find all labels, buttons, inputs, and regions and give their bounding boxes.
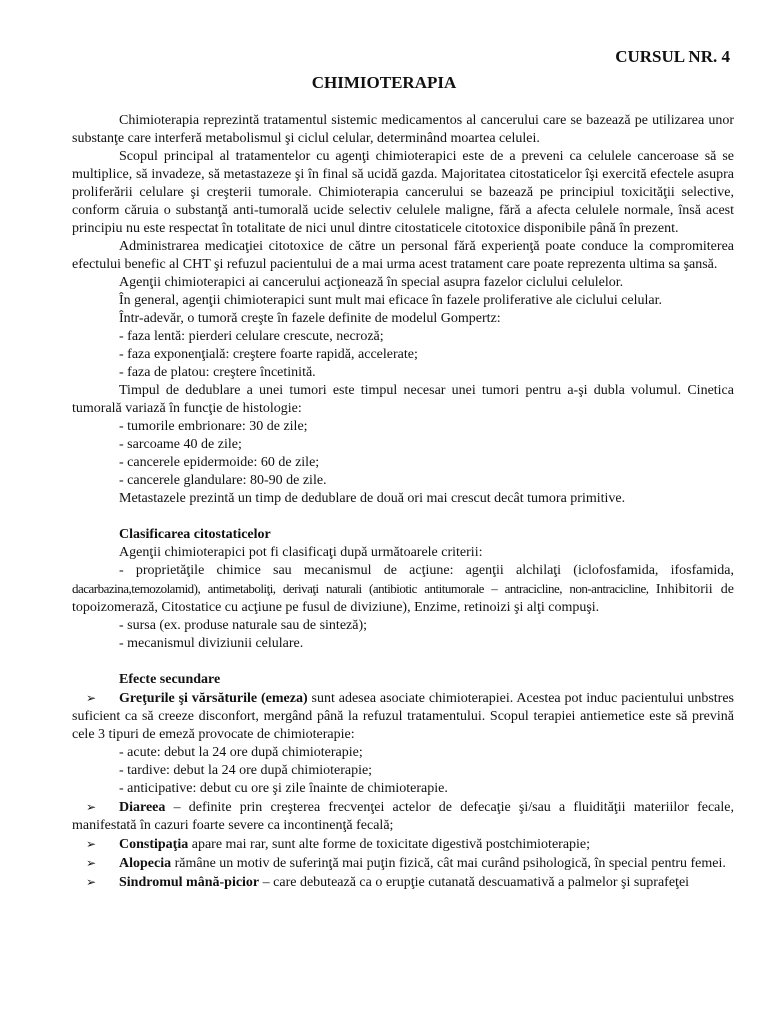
arrow-bullet-icon: ➢ [86,856,97,870]
kinetics-item: - cancerele epidermoide: 60 de zile; [119,455,320,470]
course-number: CURSUL NR. 4 [615,47,730,66]
emesis-type-item: - tardive: debut la 24 ore după chimioterapie; [119,763,373,778]
nausea-text: sunt adesea asociate chimioterapiei. Acestea pot induc pacientului unbstres suficient ca să creeze disconfort, mergând până la refuzul tratamentului. Scopul terapiei antiemetice este să prevină cele 3 tipuri de emeză provocate de chimioterapie: [72,691,734,742]
arrow-bullet-icon: ➢ [86,875,97,889]
phase-item: - faza de platou: creştere încetinită. [119,365,316,380]
side-effect-alopecia [72,854,734,873]
diarrhea-term: Diareea [119,800,166,815]
intro-paragraph-7: Timpul de dedublare a unei tumori este timpul necesar unei tumori pentru a-şi dubla volumul. Cinetica tumorală variază în funcţie de histologie: [72,383,734,416]
intro-paragraph-8: Metastazele prezintă un timp de dedublare de două ori mai crescut decât tumora primitive. [119,491,626,506]
classification-criterion-2: - sursa (ex. produse naturale sau de sinteză); [119,618,368,633]
criterion-1-part-c: Inhibitorii de topoizomerază, Citostatice cu acţiune pe fusul de diviziune), Enzime, retinoizi şi alţi compuşi. [72,582,734,615]
alopecia-text: rămâne un motiv de suferinţă mai puţin fizică, cât mai curând psihologică, în special pentru femei. [171,856,726,871]
intro-paragraph-3: Administrarea medicaţiei citotoxice de către un personal fără experienţă poate conduce la compromiterea efectului benefic al CHT şi refuzul pacientului de a mai urma acest tratament care poate reprezenta ultima sa şansă. [72,239,734,272]
nausea-term: Greţurile şi vărsăturile (emeza) [119,691,308,706]
side-effect-diarrhea [72,798,734,835]
side-effect-hand-foot [72,873,734,892]
hand-foot-text: – care debutează ca o erupţie cutanată descuamativă a palmelor şi suprafeţei [259,875,690,890]
intro-paragraph-4: Agenţii chimioterapici ai cancerului acţionează în special asupra fazelor ciclului celulelor. [119,275,624,290]
page-title: CHIMIOTERAPIA [311,73,457,92]
side-effect-constipation [72,835,734,854]
classification-criterion-1 [72,562,734,617]
kinetics-item: - tumorile embrionare: 30 de zile; [119,419,308,434]
intro-paragraph-5: În general, agenţii chimioterapici sunt mult mai eficace în fazele proliferative ale ciclului celular. [119,293,663,308]
intro-paragraph-6: Într-adevăr, o tumoră creşte în fazele definite de modelul Gompertz: [119,311,501,326]
kinetics-item: - sarcoame 40 de zile; [119,437,242,452]
constipation-term: Constipaţia [119,837,189,852]
criterion-1-part-a: - proprietăţile chimice sau mecanismul de acţiune: agenţii alchilaţi (iclofosfamida, ifosfamida, [119,563,734,578]
intro-paragraph-1: Chimioterapia reprezintă tratamentul sistemic medicamentos al cancerului care se bazează pe utilizarea unor substanţe care interferă metabolismul şi ciclul celular, determinând moartea celulei. [72,113,734,146]
classification-heading: Clasificarea citostaticelor [119,527,271,542]
arrow-bullet-icon: ➢ [86,837,97,851]
arrow-bullet-icon: ➢ [86,800,97,814]
emesis-type-item: - anticipative: debut cu ore şi zile înainte de chimioterapie. [119,781,448,796]
diarrhea-text: – definite prin creşterea frecvenţei actelor de defecaţie şi/sau a fluidităţii materiilor fecale, manifestată în cazuri foarte severe ca incontinenţă fecală; [72,800,734,833]
criterion-1-part-b: dacarbazina,temozolamid), antimetaboliţi, derivaţi naturali (antibiotic antitumorale – antracicline, non-antracicline, [72,581,656,596]
emesis-type-item: - acute: debut la 24 ore după chimioterapie; [119,745,363,760]
document-body [72,112,734,892]
arrow-bullet-icon: ➢ [86,691,97,705]
kinetics-item: - cancerele glandulare: 80-90 de zile. [119,473,327,488]
side-effects-heading: Efecte secundare [119,672,221,687]
phase-item: - faza exponenţială: creştere foarte rapidă, accelerate; [119,347,418,362]
phase-item: - faza lentă: pierderi celulare crescute, necroză; [119,329,384,344]
constipation-text: apare mai rar, sunt alte forme de toxicitate digestivă postchimioterapie; [188,837,591,852]
classification-lead: Agenţii chimioterapici pot fi clasificaţi după următoarele criterii: [119,545,483,560]
alopecia-term: Alopecia [119,856,172,871]
hand-foot-term: Sindromul mână-picior [119,875,260,890]
side-effect-nausea [72,689,734,744]
classification-criterion-3: - mecanismul diviziunii celulare. [119,636,304,651]
intro-paragraph-2: Scopul principal al tratamentelor cu agenţi chimioterapici este de a preveni ca celulele canceroase să se multiplice, să invadeze, să metastazeze şi în final să ucidă gazda. Majoritatea citostaticelor îşi exercită efectele asupra proliferării celulare şi creşterii tumorale. Chimioterapia cancerului se bazează pe principiul toxicităţii selective, conform căruia o substanţă anti-tumorală ucide selectiv celulele maligne, fără a afecta celulele normale, însă acest principiu nu este respectat în totalitate de nici unul dintre citostaticele citotoxice disponibile până în prezent. [72,149,734,236]
